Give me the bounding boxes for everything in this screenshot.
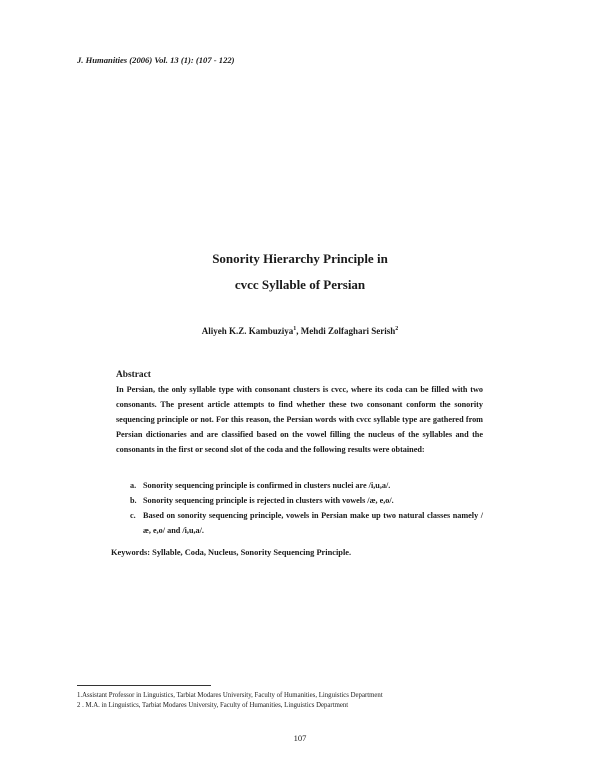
list-marker: b. bbox=[130, 496, 137, 505]
list-item bbox=[116, 493, 483, 508]
journal-citation: J. Humanities (2006) Vol. 13 (1): (107 - 122) bbox=[77, 55, 235, 65]
list-item-text: Sonority sequencing principle is confirmed in clusters nuclei are /i,u,a/. bbox=[143, 481, 391, 490]
list-item bbox=[116, 478, 483, 493]
page-number: 107 bbox=[293, 733, 307, 743]
paper-title-line-1: Sonority Hierarchy Principle in bbox=[212, 251, 388, 266]
footnote-divider bbox=[77, 685, 211, 686]
footnote-2: 2 . M.A. in Linguistics, Tarbiat Modares University, Faculty of Humanities, Linguistics Department bbox=[77, 702, 349, 709]
abstract-heading: Abstract bbox=[116, 370, 151, 380]
list-item-text: Based on sonority sequencing principle, vowels in Persian make up two natural classes namely / æ, e,o/ and /i,u,a/. bbox=[143, 511, 483, 535]
list-marker: a. bbox=[130, 481, 137, 490]
author-line bbox=[0, 326, 600, 336]
list-item-text: Sonority sequencing principle is rejected in clusters with vowels /æ, e,o/. bbox=[143, 496, 394, 505]
paper-title-line-2: cvcc Syllable of Persian bbox=[234, 277, 366, 292]
author-separator: , bbox=[296, 326, 301, 336]
abstract-paragraph: In Persian, the only syllable type with consonant clusters is cvcc, where its coda can be filled with two consonants. The present article attempts to find whether these two consonant conform the sonority sequencing principle or not. For this reason, the Persian words with cvcc syllable type are gathered from Persian dictionaries and are classified based on the vowel filling the nucleus of the syllables and the consonants in the first or second slot of the coda and the following results were obtained: bbox=[116, 385, 483, 454]
keywords-line: Keywords: Syllable, Coda, Nucleus, Sonority Sequencing Principle. bbox=[111, 548, 352, 557]
author-1-footnote-mark: 1 bbox=[293, 326, 297, 332]
footnote-1: 1.Assistant Professor in Linguistics, Tarbiat Modares University, Faculty of Humanities, Linguistics Department bbox=[77, 692, 383, 699]
author-1-name: Aliyeh K.Z. Kambuziya bbox=[201, 326, 294, 336]
author-2-name: Mehdi Zolfaghari Serish bbox=[300, 326, 396, 336]
footnotes bbox=[77, 691, 383, 711]
list-item bbox=[116, 508, 483, 538]
list-marker: c. bbox=[130, 511, 136, 520]
results-list bbox=[116, 478, 483, 538]
author-2-footnote-mark: 2 bbox=[395, 326, 399, 332]
